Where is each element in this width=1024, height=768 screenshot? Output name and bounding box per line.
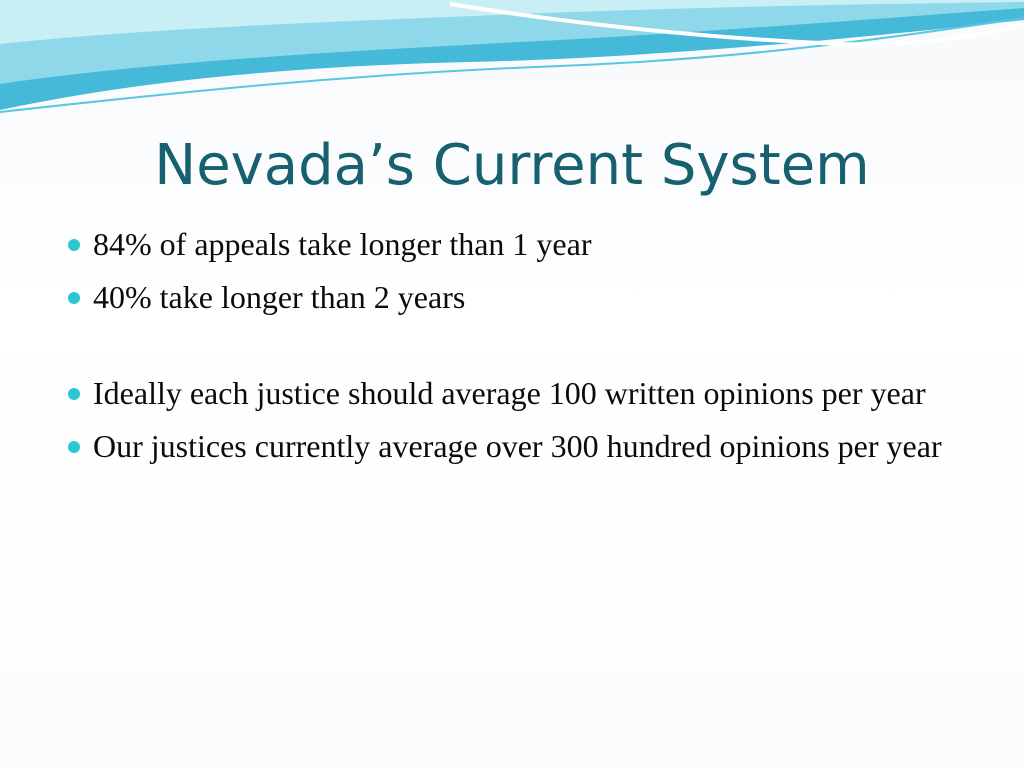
bullet-dot-icon [68,441,80,453]
bullet-dot-icon [68,239,80,251]
bullet-dot-icon [68,388,80,400]
bullet-list [64,222,964,477]
bullet-item [64,222,964,266]
slide-title: Nevada’s Current System [154,133,870,198]
bullet-item [64,424,964,468]
bullet-text: Our justices currently average over 300 hundred opinions per year [93,428,942,464]
bullet-text: 40% take longer than 2 years [93,279,466,315]
bullet-item [64,371,964,415]
bullet-item [64,275,964,319]
bullet-dot-icon [68,292,80,304]
bullet-text: 84% of appeals take longer than 1 year [93,226,592,262]
bullet-text: Ideally each justice should average 100 written opinions per year [93,375,926,411]
wave-decoration [0,0,1024,130]
